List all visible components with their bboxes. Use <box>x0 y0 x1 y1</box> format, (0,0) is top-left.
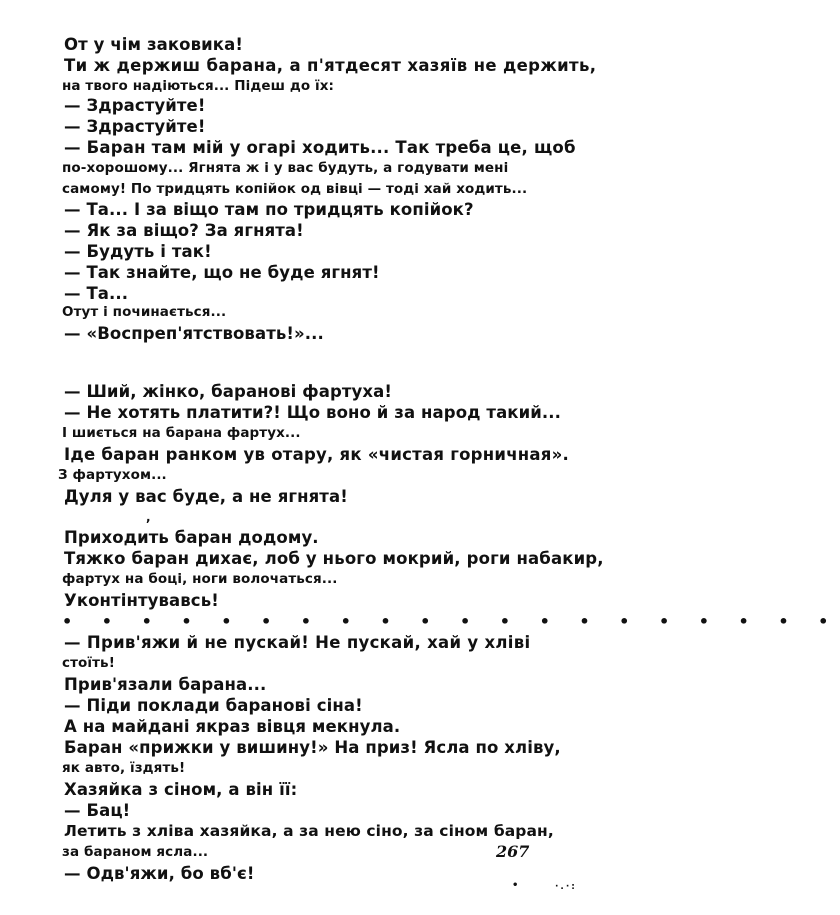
text-line-24: фартух на боці, ноги волочаться... <box>62 571 338 587</box>
print-speck: , <box>146 510 151 524</box>
text-line-34: — Бац! <box>64 801 131 820</box>
text-line-23: Тяжко баран дихає, лоб у нього мокрий, роги набакир, <box>64 549 604 568</box>
text-line-17: — Не хотять платити?! Що воно й за народ такий... <box>64 403 562 422</box>
text-line-5: — Здрастуйте! <box>64 117 206 136</box>
text-line-1: От у чім заковика! <box>64 35 243 54</box>
text-line-2: Ти ж держиш барана, а п'ятдесят хазяїв не держить, <box>64 56 597 75</box>
text-line-10: — Як за віщо? За ягнята! <box>64 221 304 240</box>
text-line-7: по-хорошому... Ягнята ж і у вас будуть, а годувати мені <box>62 160 509 176</box>
text-line-25: Уконтінтувавсь! <box>64 591 219 610</box>
text-line-37: — Одв'яжи, бо вб'є! <box>64 864 255 883</box>
page-number: 267 <box>496 842 530 861</box>
text-line-29: — Піди поклади баранові сіна! <box>64 696 363 715</box>
text-line-8: самому! По тридцять копійок од вівці — тоді хай ходить... <box>62 181 528 197</box>
text-line-19: Іде баран ранком ув отару, як «чистая горничная». <box>64 445 570 464</box>
text-line-27: стоїть! <box>62 655 115 671</box>
text-line-33: Хазяйка з сіном, а він її: <box>64 780 298 799</box>
text-line-28: Прив'язали барана... <box>64 675 267 694</box>
text-line-36: за бараном ясла... <box>62 844 209 860</box>
text-line-3: на твого надіються... Підеш до їх: <box>62 78 335 94</box>
text-line-13: — Та... <box>64 284 129 303</box>
text-line-21: Дуля у вас буде, а не ягнята! <box>64 487 348 506</box>
text-line-16: — Ший, жінко, баранові фартуха! <box>64 382 392 401</box>
text-line-15: — «Воспреп'ятствовать!»... <box>64 324 324 343</box>
text-line-20: З фартухом... <box>58 467 167 483</box>
text-line-30: А на майдані якраз вівця мекнула. <box>64 717 401 736</box>
text-line-6: — Баран там мій у огарі ходить... Так треба це, щоб <box>64 138 576 157</box>
text-line-9: — Та... І за віщо там по тридцять копійок? <box>64 200 474 219</box>
text-line-32: як авто, їздять! <box>62 760 186 776</box>
text-line-35: Летить з хліва хазяйка, а за нею сіно, за сіном баран, <box>64 822 554 840</box>
text-line-31: Баран «прижки у вишину!» На приз! Ясла по хліву, <box>64 738 561 757</box>
text-line-14: Отут і починається... <box>62 304 227 320</box>
scene-break-dots: • • • • • • • • • • • • • • • • • • • • <box>62 612 840 631</box>
text-line-4: — Здрастуйте! <box>64 96 206 115</box>
text-line-11: — Будуть і так! <box>64 242 212 261</box>
text-line-22: Приходить баран додому. <box>64 528 319 547</box>
print-speck: ·.·: <box>555 882 577 892</box>
text-line-18: І шиється на барана фартух... <box>62 425 301 441</box>
text-line-12: — Так знайте, що не буде ягнят! <box>64 263 380 282</box>
print-speck: • <box>512 880 519 891</box>
text-line-26: — Прив'яжи й не пускай! Не пускай, хай у хліві <box>64 633 531 652</box>
